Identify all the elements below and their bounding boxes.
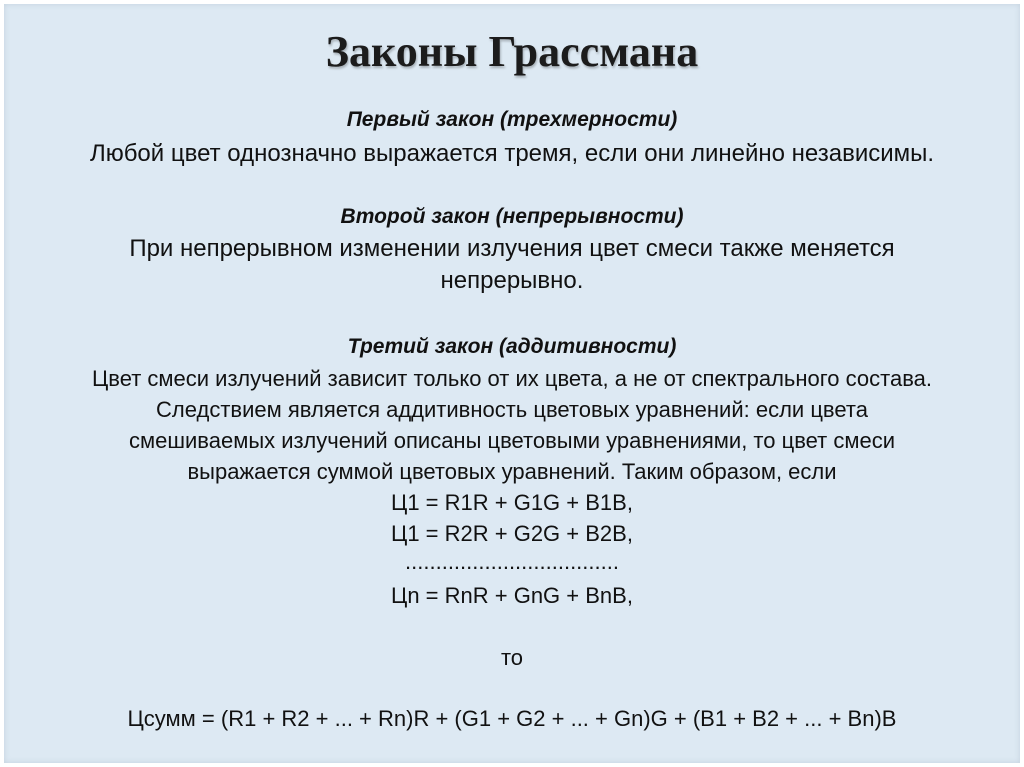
law3-text-line-4: выражается суммой цветовых уравнений. Таким образом, если [187, 459, 837, 484]
sum-equation: Цсумм = (R1 + R2 + ... + Rn)R + (G1 + G2 + ... + Gn)G + (B1 + B2 + ... + Bn)B [127, 706, 897, 731]
law3-text-line-1: Цвет смеси излучений зависит только от их цвета, а не от спектрального состава. [92, 366, 932, 391]
law2-text-line-1: При непрерывном изменении излучения цвет смеси также меняется [129, 235, 895, 262]
law2-text-line-2: непрерывно. [440, 267, 584, 294]
equation-1: Ц1 = R1R + G1G + B1B, [391, 490, 633, 515]
law1-heading: Первый закон (трехмерности) [346, 108, 678, 131]
equation-n: Цn = RnR + GnG + BnB, [391, 583, 633, 608]
slide-title: Законы Грассмана [325, 27, 699, 76]
equation-ellipsis: ................................... [405, 549, 619, 574]
law2-heading: Второй закон (непрерывности) [340, 205, 684, 228]
connector-text: то [500, 645, 524, 670]
law3-text-line-3: смешиваемых излучений описаны цветовыми уравнениями, то цвет смеси [129, 428, 895, 453]
law3-text-line-2: Следствием является аддитивность цветовых уравнений: если цвета [156, 397, 868, 422]
law3-heading: Третий закон (аддитивности) [347, 335, 677, 358]
law1-text: Любой цвет однозначно выражается тремя, если они линейно независимы. [89, 140, 935, 167]
equation-2: Ц1 = R2R + G2G + B2B, [391, 521, 633, 546]
slide [4, 4, 1020, 763]
